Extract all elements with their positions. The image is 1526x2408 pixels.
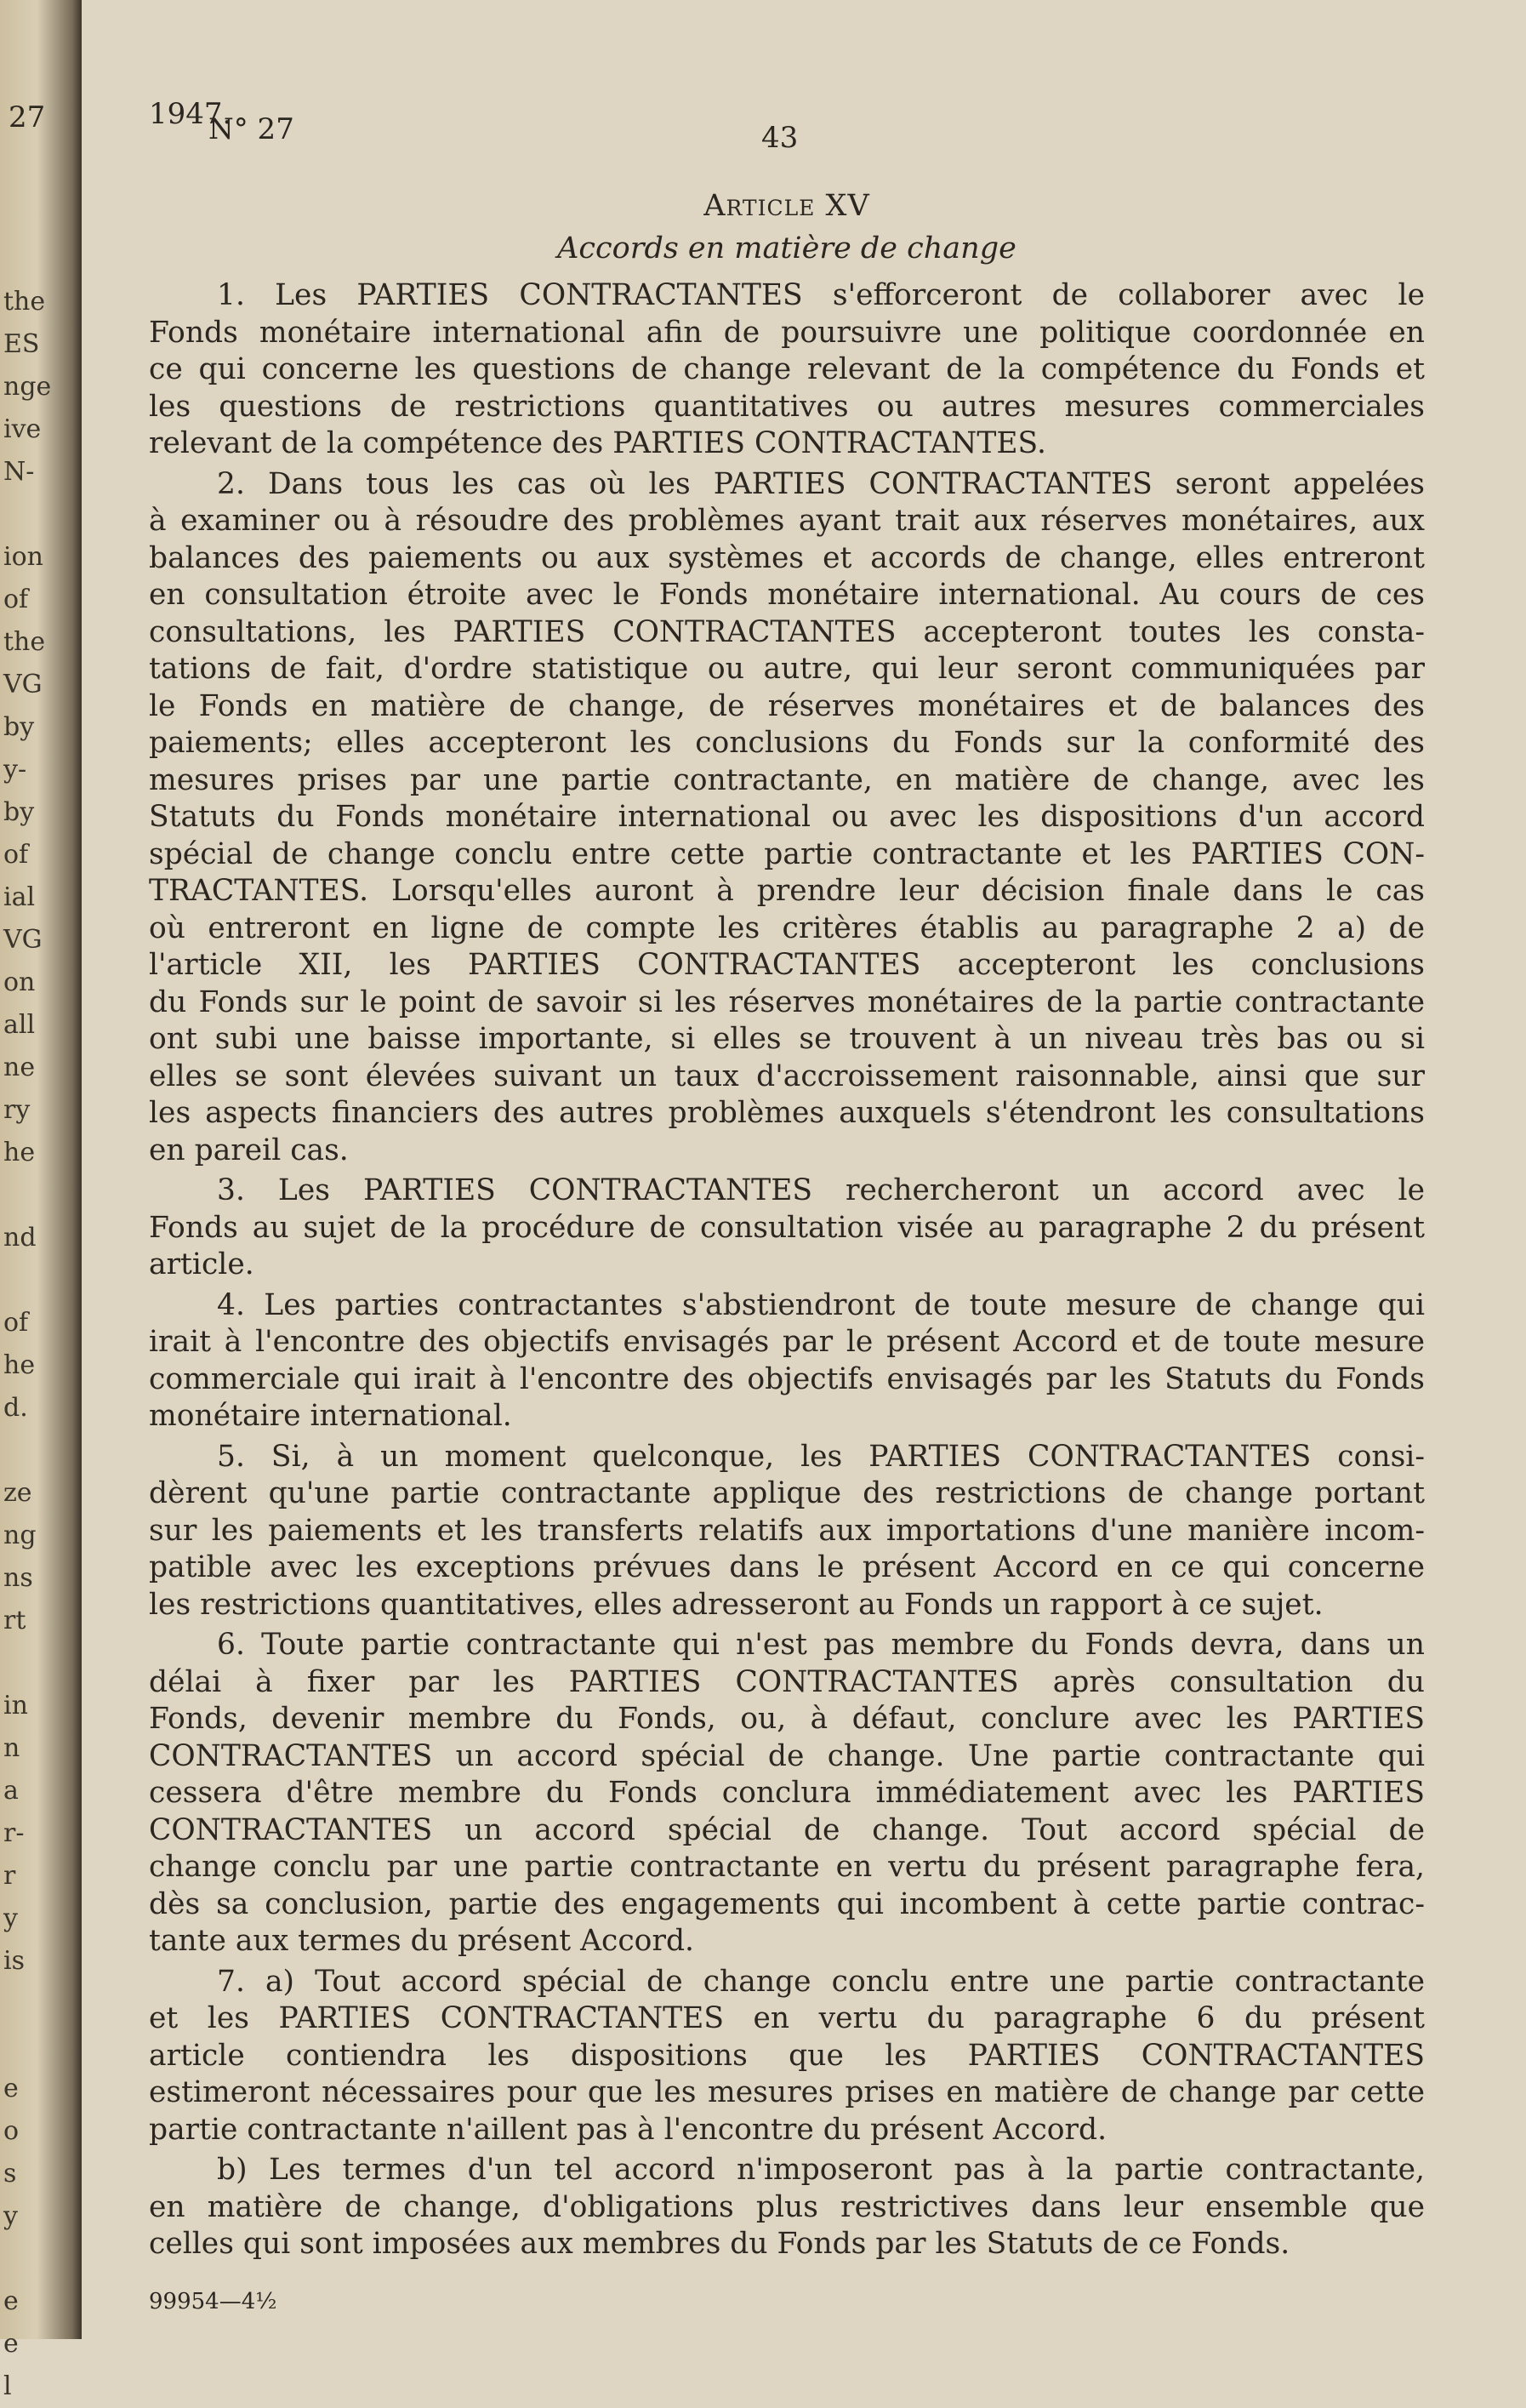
gutter-fragment: ive (3, 414, 42, 444)
text-line: Fonds au sujet de la procédure de consultation visée au paragraphe 2 du présent (149, 1210, 1425, 1245)
text-line: le Fonds en matière de change, de réserves monétaires et de balances des (149, 688, 1425, 723)
gutter-fragment: in (3, 1691, 28, 1720)
text-line: 1. Les PARTIES CONTRACTANTES s'efforceront de collaborer avec le (217, 278, 1425, 312)
gutter-fragment: of (3, 585, 29, 614)
text-line: paiements; elles accepteront les conclusions du Fonds sur la conformité des (149, 726, 1425, 760)
paragraph-6 (149, 1627, 1425, 1960)
gutter-fragment: of (3, 840, 29, 870)
gutter-fragment: y (3, 2201, 18, 2231)
text-line: CONTRACTANTES un accord spécial de change. Tout accord spécial de (149, 1812, 1425, 1847)
text-line: délai à fixer par les PARTIES CONTRACTANTES après consultation du (149, 1664, 1425, 1699)
gutter-fragment: of (3, 1308, 29, 1338)
text-line: cessera d'être membre du Fonds conclura immédiatement avec les PARTIES (149, 1776, 1425, 1810)
article-title: Article XV (703, 189, 870, 223)
text-line: CONTRACTANTES un accord spécial de change. Une partie contractante qui (149, 1738, 1425, 1773)
gutter-fragment: the (3, 627, 46, 657)
text-line: spécial de change conclu entre cette partie contractante et les PARTIES CON- (149, 836, 1425, 871)
text-line: Fonds, devenir membre du Fonds, ou, à défaut, conclure avec les PARTIES (149, 1702, 1425, 1736)
page-number: 43 (761, 121, 799, 155)
gutter-fragment: by (3, 797, 35, 827)
gutter-fragment: ion (3, 542, 43, 572)
gutter-fragment: ns (3, 1563, 33, 1593)
gutter-fragment: VG (3, 670, 43, 699)
gutter-fragment: N- (3, 457, 35, 487)
article-subtitle: Accords en matière de change (557, 231, 1016, 265)
paragraph-8 (149, 2152, 1425, 2263)
text-line: TRACTANTES. Lorsqu'elles auront à prendre leur décision finale dans le cas (149, 874, 1425, 908)
gutter-fragment (0, 1429, 51, 1472)
text-line: partie contractante n'aillent pas à l'encontre du présent Accord. (149, 2112, 1107, 2147)
text-line: mesures prises par une partie contractante, en matière de change, avec les (149, 762, 1425, 797)
paragraph-4 (149, 1287, 1425, 1435)
gutter-fragment: nd (3, 1223, 37, 1253)
text-line: dès sa conclusion, partie des engagements qui incombent à cette partie contrac- (149, 1886, 1425, 1921)
gutter-fragment: all (3, 1010, 36, 1040)
paragraph-5 (149, 1439, 1425, 1624)
paragraph-3 (149, 1173, 1425, 1284)
text-line: b) Les termes d'un tel accord n'imposeront pas à la partie contractante, (217, 2153, 1425, 2187)
gutter-fragment: e (3, 2074, 19, 2103)
text-line: 6. Toute partie contractante qui n'est pas membre du Fonds devra, dans un (217, 1628, 1425, 1662)
gutter-fragment: ng (3, 1521, 37, 1550)
gutter-fragment: r (3, 1861, 16, 1891)
text-line: relevant de la compétence des PARTIES CONTRACTANTES. (149, 426, 1046, 460)
text-line: change conclu par une partie contractante en vertu du présent paragraphe fera, (149, 1850, 1425, 1884)
text-line: 7. a) Tout accord spécial de change conclu entre une partie contractante (217, 1964, 1425, 1999)
paragraph-7 (149, 1964, 1425, 2149)
gutter-fragment: r- (3, 1818, 25, 1848)
gutter-fragment: d. (3, 1393, 28, 1423)
gutter-fragment (0, 1259, 51, 1302)
page-header (149, 77, 1425, 162)
gutter-fragment: ial (3, 882, 36, 912)
gutter-fragment (0, 1983, 51, 2025)
gutter-fragment: he (3, 1138, 36, 1167)
text-line: les questions de restrictions quantitatives ou autres mesures commerciales (149, 389, 1425, 424)
text-line: à examiner ou à résoudre des problèmes ayant trait aux réserves monétaires, aux (149, 504, 1425, 538)
facing-page-number: 27 (9, 100, 46, 134)
gutter-fragment: on (3, 967, 36, 997)
gutter-fragment (0, 1642, 51, 1685)
gutter-fragment: y (3, 1903, 18, 1933)
text-line: article contiendra les dispositions que les PARTIES CONTRACTANTES (149, 2038, 1425, 2073)
text-line: elles se sont élevées suivant un taux d'accroissement raisonnable, ainsi que sur (149, 1058, 1425, 1093)
gutter-fragment: ne (3, 1053, 36, 1082)
paragraph-2 (149, 466, 1425, 1170)
gutter-fragment: y- (3, 755, 27, 785)
text-line: commerciale qui irait à l'encontre des objectifs envisagés par les Statuts du Fonds (149, 1361, 1425, 1396)
article-body (149, 277, 1425, 2263)
text-line: en consultation étroite avec le Fonds monétaire international. Au cours de ces (149, 578, 1425, 612)
text-line: article. (149, 1247, 254, 1281)
gutter-fragment: o (3, 2116, 20, 2146)
text-line: en matière de change, d'obligations plus restrictives dans leur ensemble que (149, 2189, 1425, 2224)
text-line: estimeront nécessaires pour que les mesures prises en matière de change par cette (149, 2075, 1425, 2109)
gutter-fragment: ES (3, 329, 40, 359)
text-line: Fonds monétaire international afin de poursuivre une politique coordonnée en (149, 315, 1425, 350)
text-line: du Fonds sur le point de savoir si les réserves monétaires de la partie contractante (149, 984, 1425, 1019)
gutter-fragment: e (3, 2329, 19, 2359)
text-line: 3. Les PARTIES CONTRACTANTES rechercheront un accord avec le (217, 1173, 1425, 1207)
gutter-fragment: ry (3, 1095, 31, 1125)
gutter-fragment: VG (3, 925, 43, 955)
text-line: tations de fait, d'ordre statistique ou autre, qui leur seront communiquées par (149, 652, 1425, 686)
header-number: N° 27 (208, 112, 294, 146)
text-line: ont subi une baisse importante, si elles se trouvent à un niveau très bas ou si (149, 1022, 1425, 1056)
text-line: ce qui concerne les questions de change relevant de la compétence du Fonds et (149, 352, 1425, 386)
gutter-fragment: a (3, 1776, 19, 1806)
gutter-fragment: nge (3, 372, 51, 402)
text-line: irait à l'encontre des objectifs envisagés par le présent Accord et de toute mesure (149, 1325, 1425, 1359)
facing-page-fragments (0, 281, 51, 2408)
text-line: dèrent qu'une partie contractante applique des restrictions de change portant (149, 1476, 1425, 1510)
document-page (149, 77, 1425, 2267)
gutter-fragment (0, 2025, 51, 2068)
gutter-fragment: s (3, 2159, 17, 2188)
gutter-fragment: ze (3, 1478, 32, 1508)
text-line: balances des paiements ou aux systèmes et accords de change, elles entreront (149, 540, 1425, 575)
paragraph-1 (149, 277, 1425, 463)
gutter-fragment: he (3, 1350, 36, 1380)
text-line: celles qui sont imposées aux membres du Fonds par les Statuts de ce Fonds. (149, 2227, 1290, 2261)
text-line: consultations, les PARTIES CONTRACTANTES accepteront toutes les consta- (149, 614, 1425, 649)
text-line: en pareil cas. (149, 1133, 349, 1167)
text-line: où entreront en ligne de compte les critères établis au paragraphe 2 a) de (149, 910, 1425, 945)
gutter-fragment: l (3, 2371, 12, 2401)
gutter-fragment: by (3, 712, 35, 742)
book-gutter (0, 0, 82, 2401)
gutter-fragment (0, 2238, 51, 2280)
text-line: les restrictions quantitatives, elles adresseront au Fonds un rapport à ce sujet. (149, 1587, 1324, 1622)
text-line: sur les paiements et les transferts relatifs aux importations d'une manière incom- (149, 1513, 1425, 1548)
gutter-fragment: the (3, 287, 46, 317)
text-line: 5. Si, à un moment quelconque, les PARTIES CONTRACTANTES consi- (217, 1439, 1425, 1474)
gutter-fragment (0, 1174, 51, 1217)
text-line: et les PARTIES CONTRACTANTES en vertu du paragraphe 6 du présent (149, 2001, 1425, 2035)
text-line: les aspects financiers des autres problèmes auxquels s'étendront les consultations (149, 1096, 1425, 1130)
gutter-fragment: e (3, 2286, 19, 2316)
text-line: 4. Les parties contractantes s'abstiendront de toute mesure de change qui (217, 1287, 1425, 1322)
text-line: tante aux termes du présent Accord. (149, 1924, 694, 1958)
gutter-fragment: is (3, 1946, 25, 1976)
gutter-fragment (0, 494, 51, 536)
text-line: monétaire international. (149, 1399, 512, 1433)
gutter-fragment: n (3, 1733, 20, 1763)
print-code: 99954—4½ (149, 2289, 277, 2314)
text-line: 2. Dans tous les cas où les PARTIES CONTRACTANTES seront appelées (217, 466, 1425, 501)
text-line: l'article XII, les PARTIES CONTRACTANTES accepteront les conclusions (149, 948, 1425, 982)
gutter-fragment: rt (3, 1606, 26, 1635)
header-year: 1947. (149, 97, 232, 131)
text-line: Statuts du Fonds monétaire international ou avec les dispositions d'un accord (149, 800, 1425, 834)
text-line: patible avec les exceptions prévues dans le présent Accord en ce qui concerne (149, 1550, 1425, 1584)
